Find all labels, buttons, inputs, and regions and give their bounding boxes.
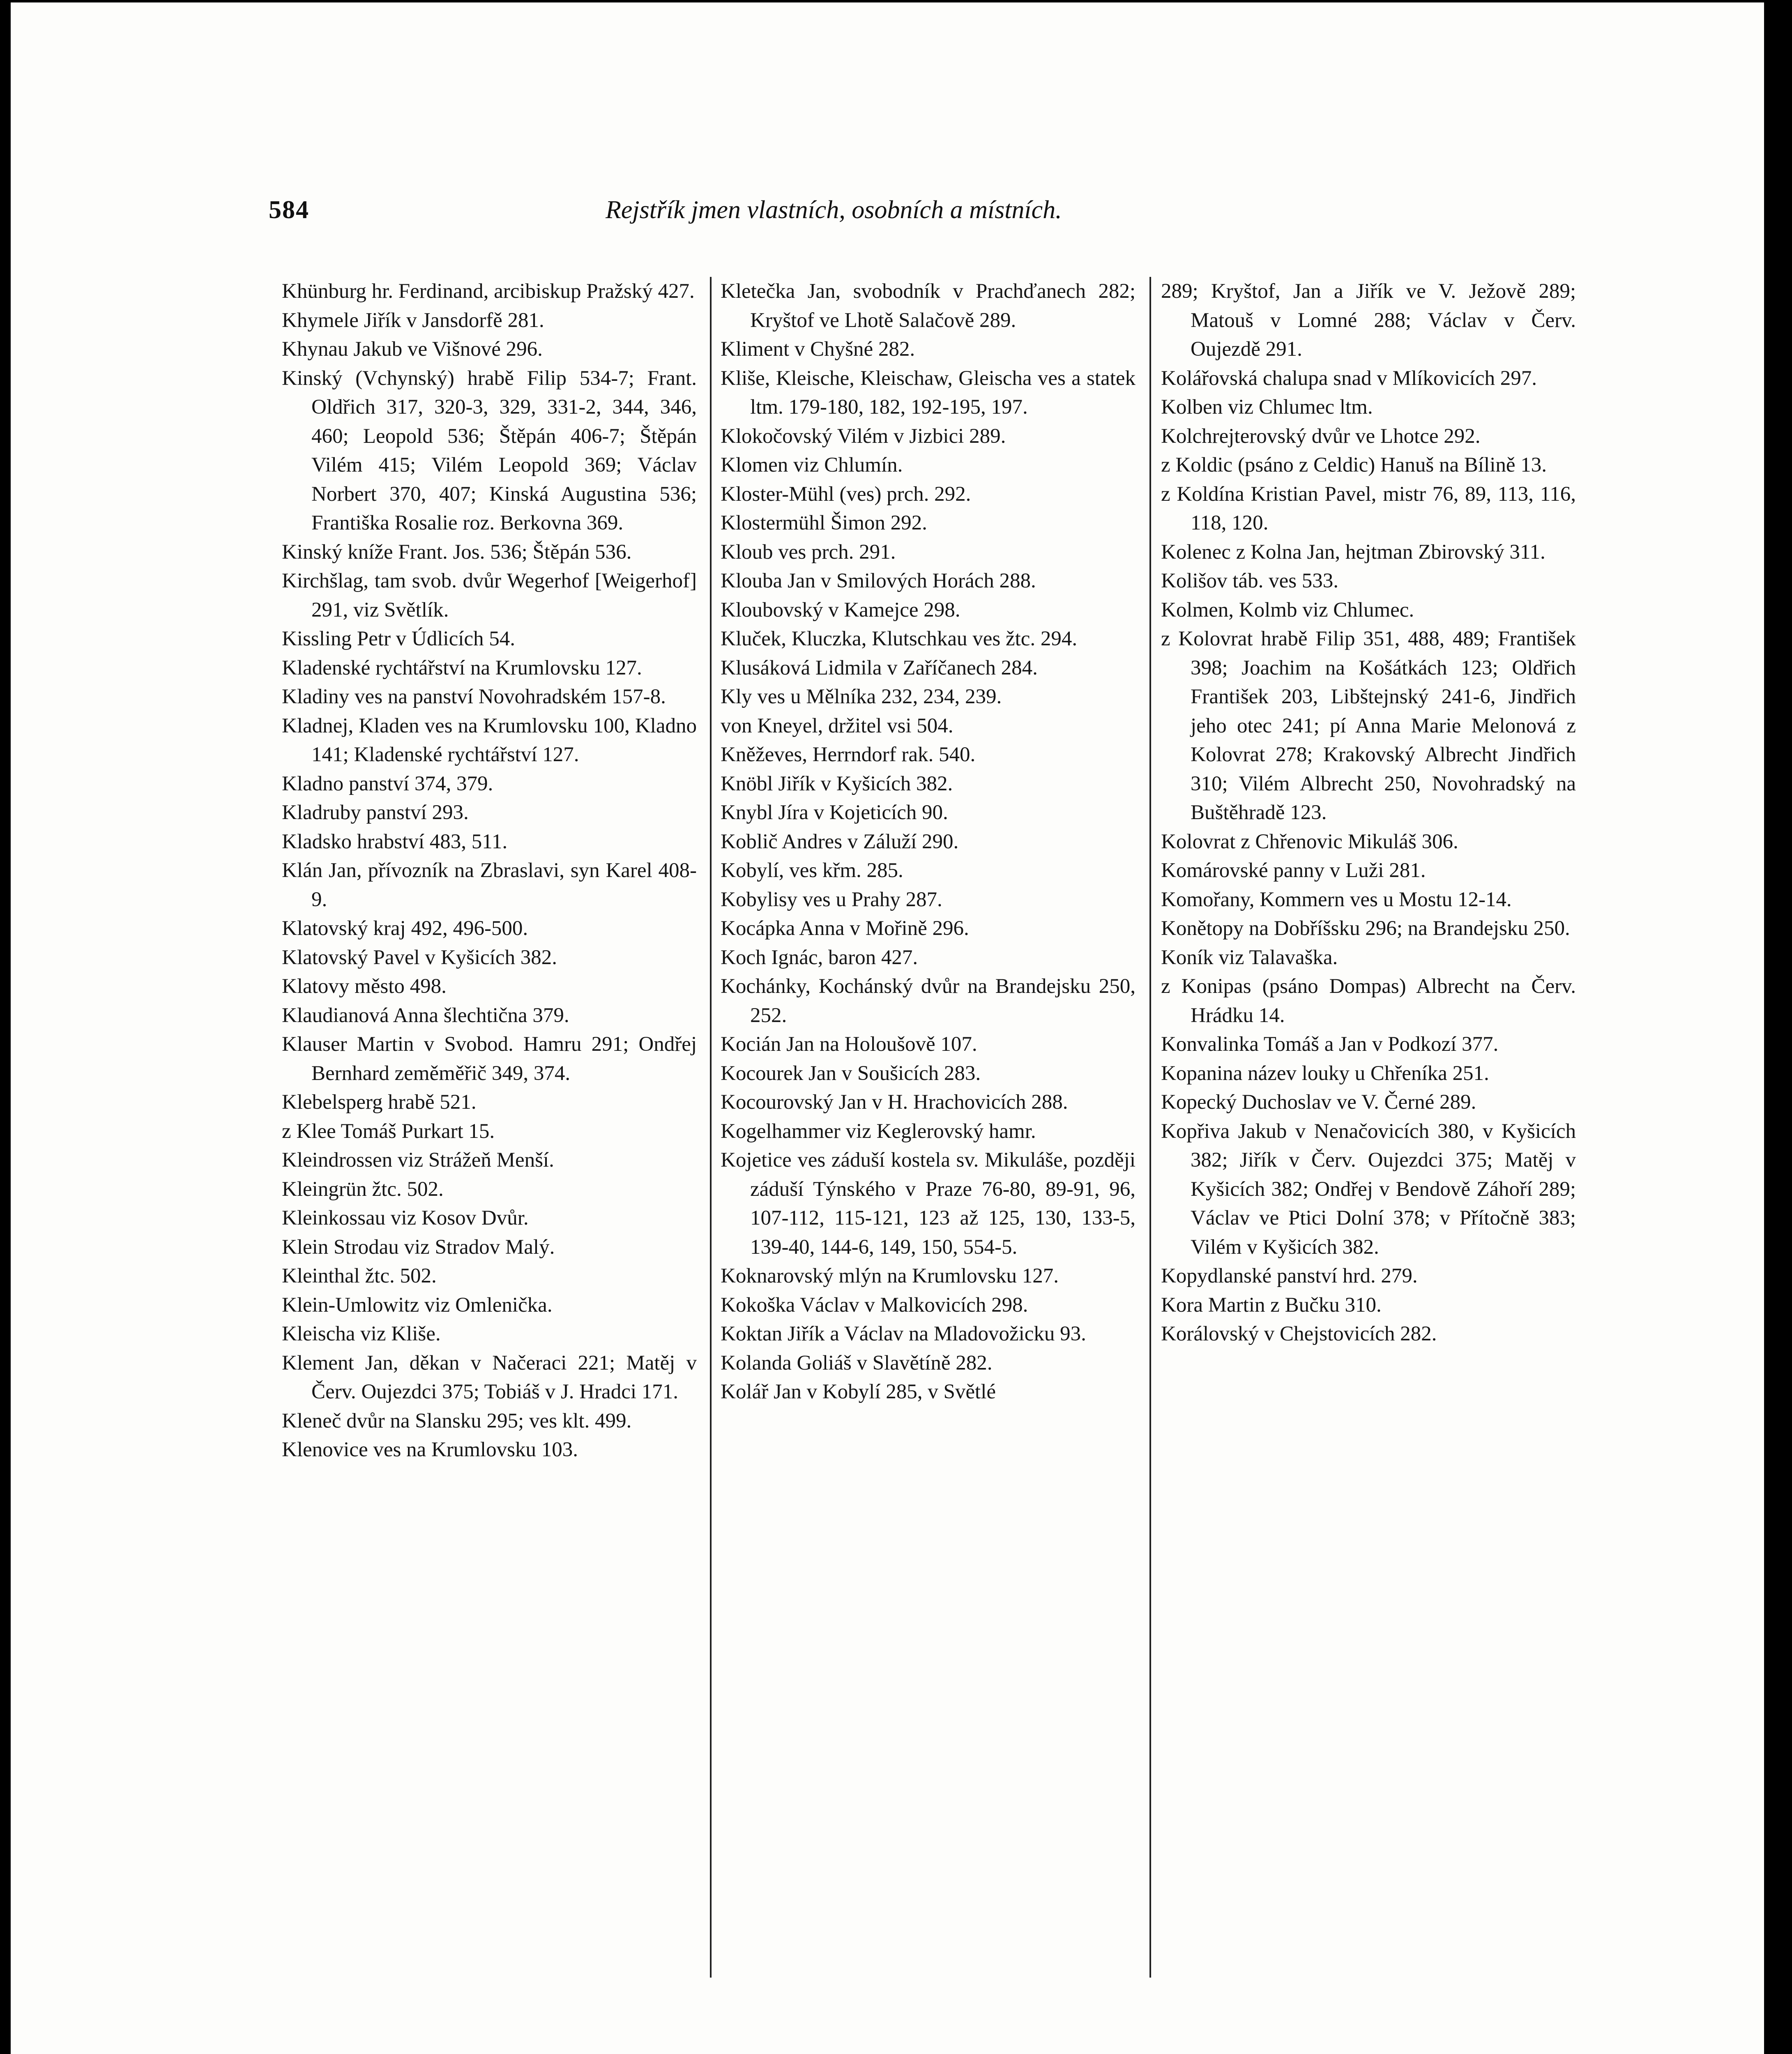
- index-entry: Kolanda Goliáš v Slavětíně 282.: [721, 1351, 993, 1375]
- index-entry: Konětopy na Dobříšsku 296; na Brandejsku 250.: [1161, 917, 1570, 940]
- index-entry: Kocourovský Jan v H. Hrachovicích 288.: [721, 1091, 1068, 1114]
- index-entry: Kleinkossau viz Kosov Dvůr.: [282, 1207, 529, 1230]
- index-entry: Koblič Andres v Záluží 290.: [721, 830, 959, 853]
- index-entry: Kloster-Mühl (ves) prch. 292.: [721, 482, 971, 506]
- index-entry: Klauser Martin v Svobod. Hamru 291; Ondřej Bernhard zeměměřič 349, 374.: [282, 1033, 697, 1085]
- index-entry: Klostermühl Šimon 292.: [721, 511, 927, 534]
- index-entry: Kladiny ves na panství Novohradském 157-8.: [282, 685, 666, 708]
- index-column-1: [282, 277, 697, 1994]
- index-entry: Klatovský Pavel v Kyšicích 382.: [282, 946, 557, 969]
- document-page: [11, 2, 1764, 2054]
- index-entry: Khünburg hr. Ferdinand, arcibiskup Pražský 427.: [282, 280, 695, 303]
- index-entry: Kleingrün žtc. 502.: [282, 1177, 444, 1201]
- index-entry: Klein-Umlowitz viz Omlenička.: [282, 1293, 553, 1317]
- index-entry: Kocápka Anna v Mořině 296.: [721, 917, 969, 940]
- index-entry: Kobylí, ves křm. 285.: [721, 859, 903, 882]
- index-entry: Konvalinka Tomáš a Jan v Podkozí 377.: [1161, 1033, 1499, 1056]
- page-number: 584: [269, 196, 309, 224]
- index-entry: z Konipas (psáno Dompas) Albrecht na Červ. Hrádku 14.: [1161, 975, 1576, 1027]
- index-entry: Kladruby panství 293.: [282, 801, 469, 824]
- index-entry: Klán Jan, přívozník na Zbraslavi, syn Karel 408-9.: [282, 859, 697, 911]
- index-entry: 289; Kryštof, Jan a Jiřík ve V. Ježově 289; Matouš v Lomné 288; Václav v Červ. Oujezdě 291.: [1161, 280, 1576, 361]
- index-entry: Koktan Jiřík a Václav na Mladovožicku 93.: [721, 1322, 1086, 1345]
- index-entry: z Koldic (psáno z Celdic) Hanuš na Bílině 13.: [1161, 454, 1547, 477]
- index-entry: Kněževes, Herrndorf rak. 540.: [721, 743, 976, 766]
- index-entry: Kokoška Václav v Malkovicích 298.: [721, 1293, 1028, 1317]
- index-entry: Kocián Jan na Holoušově 107.: [721, 1033, 977, 1056]
- index-entry: Kopecký Duchoslav ve V. Černé 289.: [1161, 1091, 1476, 1114]
- index-entry: Komořany, Kommern ves u Mostu 12-14.: [1161, 888, 1512, 911]
- index-entry: Kolben viz Chlumec ltm.: [1161, 396, 1373, 419]
- index-entry: Khymele Jiřík v Jansdorfě 281.: [282, 309, 544, 332]
- index-entry: Kolchrejterovský dvůr ve Lhotce 292.: [1161, 424, 1481, 448]
- running-title: Rejstřík jmen vlastních, osobních a místních.: [606, 196, 1062, 224]
- index-entry: Klaudianová Anna šlechtična 379.: [282, 1004, 569, 1027]
- index-column-3: [1161, 277, 1576, 1994]
- index-entry: Kora Martin z Bučku 310.: [1161, 1293, 1382, 1317]
- index-entry: Kliment v Chyšné 282.: [721, 338, 915, 361]
- index-entry: Kladnej, Kladen ves na Krumlovsku 100, Kladno 141; Kladenské rychtářství 127.: [282, 714, 697, 766]
- index-entry: Kletečka Jan, svobodník v Prachďanech 282; Kryštof ve Lhotě Salačově 289.: [721, 280, 1136, 332]
- index-entry: Kocourek Jan v Soušicích 283.: [721, 1062, 981, 1085]
- column-divider: [1149, 277, 1151, 1978]
- index-entry: Kleneč dvůr na Slansku 295; ves klt. 499.: [282, 1409, 632, 1432]
- index-entry: Kolenec z Kolna Jan, hejtman Zbirovský 311.: [1161, 540, 1546, 564]
- index-entry: Koknarovský mlýn na Krumlovsku 127.: [721, 1264, 1059, 1287]
- index-entry: Kluček, Kluczka, Klutschkau ves žtc. 294.: [721, 627, 1078, 650]
- index-entry: Klomen viz Chlumín.: [721, 454, 903, 477]
- index-entry: z Klee Tomáš Purkart 15.: [282, 1119, 495, 1143]
- index-entry: Kopydlanské panství hrd. 279.: [1161, 1264, 1418, 1287]
- index-entry: Kladenské rychtářství na Krumlovsku 127.: [282, 656, 642, 679]
- index-entry: Kolmen, Kolmb viz Chlumec.: [1161, 598, 1414, 622]
- index-entry: Kissling Petr v Údlicích 54.: [282, 627, 516, 650]
- index-entry: Kladno panství 374, 379.: [282, 772, 493, 795]
- index-entry: Klement Jan, děkan v Načeraci 221; Matěj v Červ. Oujezdci 375; Tobiáš v J. Hradci 171.: [282, 1351, 697, 1403]
- page-header: [269, 196, 1312, 237]
- index-column-2: [721, 277, 1136, 1994]
- index-entry: Klenovice ves na Krumlovsku 103.: [282, 1438, 578, 1461]
- index-entry: Klusáková Lidmila v Zaříčanech 284.: [721, 656, 1038, 679]
- index-entry: Klatovy město 498.: [282, 975, 447, 998]
- index-entry: Kleindrossen viz Strážeň Menší.: [282, 1149, 554, 1172]
- index-entry: Kladsko hrabství 483, 511.: [282, 830, 508, 853]
- index-entry: Kogelhammer viz Keglerovský hamr.: [721, 1119, 1036, 1143]
- index-entry: Kly ves u Mělníka 232, 234, 239.: [721, 685, 1002, 708]
- index-entry: Korálovský v Chejstovicích 282.: [1161, 1322, 1437, 1345]
- index-columns: [282, 277, 1613, 1994]
- index-entry: Kloub ves prch. 291.: [721, 540, 896, 564]
- index-entry: Kloubovský v Kamejce 298.: [721, 598, 960, 622]
- index-entry: Kinský kníže Frant. Jos. 536; Štěpán 536.: [282, 540, 632, 564]
- index-entry: Kobylisy ves u Prahy 287.: [721, 888, 942, 911]
- index-entry: Koník viz Talavaška.: [1161, 946, 1338, 969]
- index-entry: Kleischa viz Kliše.: [282, 1322, 441, 1345]
- index-entry: Kopřiva Jakub v Nenačovicích 380, v Kyšicích 382; Jiřík v Červ. Oujezdci 375; Matěj v Kyšicích 382; Ondřej v Bendově Záhoří 289; Václav ve Ptici Dolní 378; v Přítočně 383; Vilém v Kyšicích 382.: [1161, 1119, 1576, 1259]
- index-entry: Kliše, Kleische, Kleischaw, Gleischa ves a statek ltm. 179-180, 182, 192-195, 197.: [721, 366, 1136, 419]
- index-entry: Klouba Jan v Smilových Horách 288.: [721, 569, 1036, 592]
- index-entry: Kirchšlag, tam svob. dvůr Wegerhof [Weigerhof] 291, viz Světlík.: [282, 569, 697, 622]
- index-entry: Kolovrat z Chřenovic Mikuláš 306.: [1161, 830, 1458, 853]
- column-divider: [710, 277, 712, 1978]
- index-entry: Kopanina název louky u Chřeníka 251.: [1161, 1062, 1489, 1085]
- index-entry: Klebelsperg hrabě 521.: [282, 1091, 477, 1114]
- index-entry: Klatovský kraj 492, 496-500.: [282, 917, 528, 940]
- index-entry: z Koldína Kristian Pavel, mistr 76, 89, 113, 116, 118, 120.: [1161, 482, 1576, 534]
- index-entry: Kinský (Vchynský) hrabě Filip 534-7; Frant. Oldřich 317, 320-3, 329, 331-2, 344, 346, 460; Leopold 536; Štěpán 406-7; Štěpán Vilém 415; Vilém Leopold 369; Václav Norbert 370, 407; Kinská Augustina 536; Františka Rosalie roz. Berkovna 369.: [282, 366, 697, 534]
- index-entry: Koch Ignác, baron 427.: [721, 946, 918, 969]
- index-entry: Kolář Jan v Kobylí 285, v Světlé: [721, 1380, 996, 1403]
- index-entry: Klokočovský Vilém v Jizbici 289.: [721, 424, 1006, 448]
- index-entry: Kolišov táb. ves 533.: [1161, 569, 1339, 592]
- index-entry: z Kolovrat hrabě Filip 351, 488, 489; František 398; Joachim na Košátkách 123; Oldřich František 203, Libštejnský 241-6, Jindřich jeho otec 241; pí Anna Marie Melonová z Kolovrat 278; Krakovský Albrecht Jindřich 310; Vilém Albrecht 250, Novohradský na Buštěhradě 123.: [1161, 627, 1576, 824]
- index-entry: Knybl Jíra v Kojeticích 90.: [721, 801, 948, 824]
- index-entry: von Kneyel, držitel vsi 504.: [721, 714, 954, 737]
- index-entry: Kojetice ves záduší kostela sv. Mikuláše, později záduší Týnského v Praze 76-80, 89-91, 96, 107-112, 115-121, 123 až 125, 130, 133-5, 139-40, 144-6, 149, 150, 554-5.: [721, 1149, 1136, 1259]
- index-entry: Komárovské panny v Luži 281.: [1161, 859, 1426, 882]
- index-entry: Kochánky, Kochánský dvůr na Brandejsku 250, 252.: [721, 975, 1136, 1027]
- index-entry: Kolářovská chalupa snad v Mlíkovicích 297.: [1161, 366, 1537, 390]
- index-entry: Kleinthal žtc. 502.: [282, 1264, 437, 1287]
- index-entry: Klein Strodau viz Stradov Malý.: [282, 1235, 555, 1259]
- index-entry: Knöbl Jiřík v Kyšicích 382.: [721, 772, 953, 795]
- index-entry: Khynau Jakub ve Višnové 296.: [282, 338, 543, 361]
